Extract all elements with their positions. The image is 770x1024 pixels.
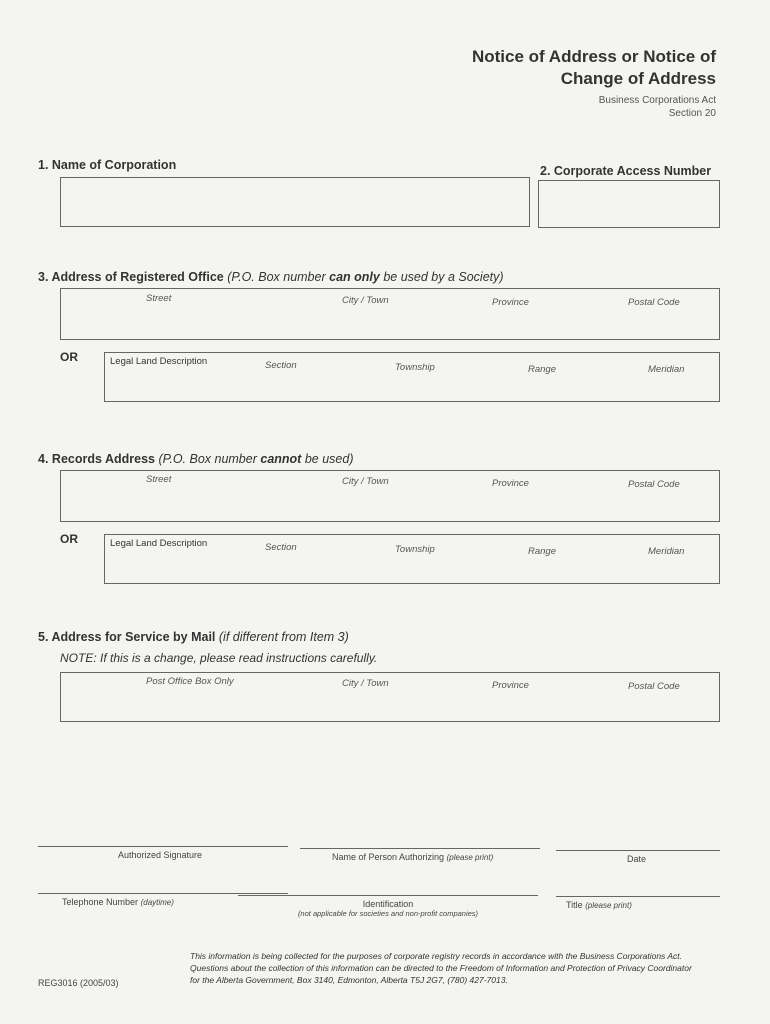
- records-address-range-label: Range: [528, 546, 556, 557]
- privacy-line-1: This information is being collected for the purposes of corporate registry records in accordance with the Business Corporations Act.: [190, 951, 682, 961]
- title-line: [556, 896, 720, 897]
- privacy-line-2: Questions about the collection of this information can be directed to the Freedom of Information and Protection of Privacy Coordinator: [190, 963, 692, 973]
- act-name: Business Corporations Act: [598, 95, 716, 106]
- registered-office-province-label: Province: [492, 297, 529, 308]
- service-address-province-label: Province: [492, 680, 529, 691]
- service-address-note: (if different from Item 3): [218, 630, 349, 644]
- form-title: [396, 46, 716, 90]
- records-address-section-label: Section: [265, 542, 297, 553]
- registered-office-or: OR: [60, 350, 78, 364]
- telephone-note: (daytime): [140, 898, 174, 907]
- date-line: [556, 850, 720, 851]
- records-address-meridian-label: Meridian: [648, 546, 685, 557]
- records-address-city-label: City / Town: [342, 476, 389, 487]
- privacy-notice: [190, 950, 730, 986]
- records-address-heading: [38, 452, 354, 466]
- corporate-access-number-field[interactable]: [538, 180, 720, 228]
- form-title-line1: Notice of Address or Notice of: [471, 47, 716, 66]
- form-subtitle: [466, 94, 716, 120]
- identification-label: [238, 899, 538, 918]
- records-address-postal-label: Postal Code: [628, 479, 680, 490]
- name-authorizing-note: (please print): [446, 853, 494, 862]
- records-address-note-a: (P.O. Box number: [158, 452, 257, 466]
- registered-office-number: 3.: [38, 270, 49, 284]
- authorized-signature-label: Authorized Signature: [118, 850, 203, 860]
- form-id: REG3016 (2005/03): [38, 978, 119, 988]
- name-authorizing-label: [332, 852, 493, 862]
- signature-line: [38, 846, 288, 847]
- telephone-line: [38, 893, 288, 894]
- telephone-text: Telephone Number: [62, 897, 139, 907]
- registered-office-note-c: be used by a Society): [383, 270, 504, 284]
- records-address-province-label: Province: [492, 478, 529, 489]
- act-section: Section 20: [668, 108, 716, 119]
- service-address-pobox-label: Post Office Box Only: [146, 676, 234, 687]
- registered-office-postal-label: Postal Code: [628, 297, 680, 308]
- records-address-number: 4.: [38, 452, 49, 466]
- records-address-note-b: cannot: [260, 452, 302, 466]
- title-label: [566, 900, 632, 910]
- identification-note: (not applicable for societies and non-profit companies): [297, 909, 479, 918]
- records-address-street-label: Street: [146, 474, 172, 485]
- date-label: Date: [627, 854, 647, 864]
- service-address-number: 5.: [38, 630, 49, 644]
- registered-office-meridian-label: Meridian: [648, 364, 685, 375]
- name-authorizing-text: Name of Person Authorizing: [332, 852, 445, 862]
- name-of-corporation-field[interactable]: [60, 177, 530, 227]
- records-address-or: OR: [60, 532, 78, 546]
- privacy-line-3: for the Alberta Government, Box 3140, Edmonton, Alberta T5J 2G7, (780) 427-7013.: [190, 975, 508, 985]
- service-address-postal-label: Postal Code: [628, 681, 680, 692]
- service-address-change-note: NOTE: If this is a change, please read instructions carefully.: [60, 651, 378, 665]
- registered-office-heading: [38, 270, 504, 284]
- corporate-access-number-label: 2. Corporate Access Number: [540, 164, 712, 178]
- service-address-title: Address for Service by Mail: [51, 630, 216, 644]
- records-address-note-c: be used): [304, 452, 354, 466]
- registered-office-note-b: can only: [329, 270, 380, 284]
- records-address-title: Records Address: [51, 452, 155, 466]
- form-title-line2: Change of Address: [560, 69, 716, 88]
- registered-office-range-label: Range: [528, 364, 556, 375]
- title-text: Title: [566, 900, 583, 910]
- service-address-city-label: City / Town: [342, 678, 389, 689]
- service-address-heading: [38, 630, 349, 644]
- registered-office-township-label: Township: [395, 362, 435, 373]
- registered-office-street-label: Street: [146, 293, 172, 304]
- identification-line: [238, 895, 538, 896]
- registered-office-city-label: City / Town: [342, 295, 389, 306]
- name-of-corporation-label: 1. Name of Corporation: [38, 158, 177, 172]
- registered-office-section-label: Section: [265, 360, 297, 371]
- telephone-label: [62, 897, 174, 907]
- title-note: (please print): [585, 901, 632, 910]
- name-authorizing-line: [300, 848, 540, 849]
- registered-office-title: Address of Registered Office: [51, 270, 224, 284]
- registered-office-note-a: (P.O. Box number: [227, 270, 326, 284]
- records-address-legal-land-label: Legal Land Description: [110, 538, 208, 549]
- records-address-township-label: Township: [395, 544, 435, 555]
- identification-text: Identification: [362, 899, 414, 909]
- registered-office-legal-land-label: Legal Land Description: [110, 356, 208, 367]
